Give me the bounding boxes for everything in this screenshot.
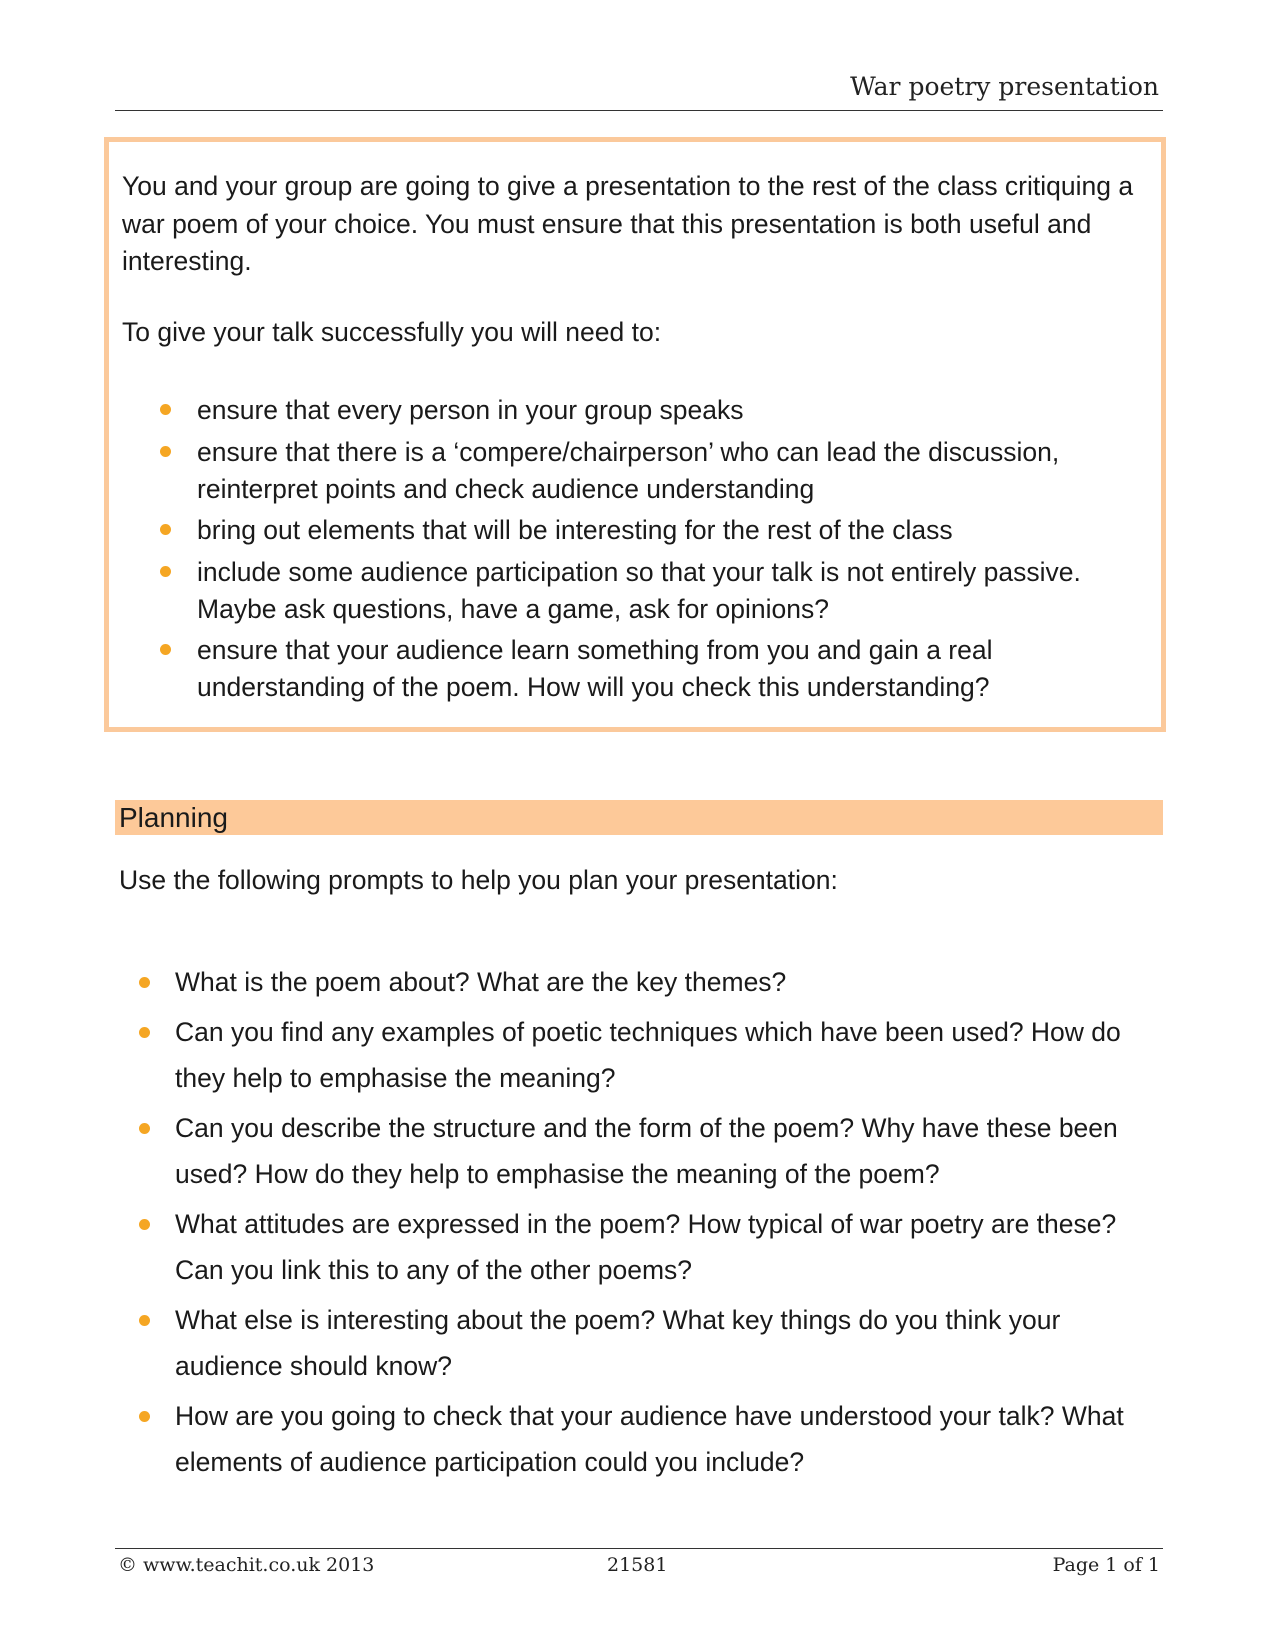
footer-copyright: © www.teachit.co.uk 2013 — [118, 1554, 375, 1576]
intro-paragraph: You and your group are going to give a presentation to the rest of the class critiquing a war poem of your choice. You must ensure that this presentation is both useful and interesting. — [122, 171, 1134, 276]
page-footer — [115, 1548, 1163, 1579]
bullet-dot-icon — [160, 524, 171, 535]
list-item-text: ensure that your audience learn something from you and gain a real understanding of the poem. How will you check this understanding? — [197, 635, 993, 702]
planning-heading-bar — [115, 800, 1163, 835]
bullet-dot-icon — [139, 1027, 150, 1038]
planning-intro: Use the following prompts to help you plan your presentation: — [119, 865, 838, 895]
list-item — [122, 632, 1162, 706]
intro-need-line: To give your talk successfully you will need to: — [122, 317, 662, 347]
list-item-text: ensure that every person in your group speaks — [197, 395, 744, 425]
list-item — [122, 392, 1162, 429]
list-item-text: How are you going to check that your audience have understood your talk? What elements of audience participation could you include? — [175, 1400, 1124, 1477]
bullet-dot-icon — [139, 977, 150, 988]
list-item-text: What is the poem about? What are the key themes? — [175, 967, 787, 997]
intro-bullet-list — [122, 392, 1162, 711]
page-header — [115, 68, 1163, 111]
list-item — [119, 1393, 1169, 1486]
bullet-dot-icon — [139, 1411, 150, 1422]
planning-bullet-list — [119, 959, 1169, 1489]
list-item — [119, 1105, 1169, 1198]
bullet-dot-icon — [139, 1315, 150, 1326]
bullet-dot-icon — [139, 1123, 150, 1134]
footer-page-number: Page 1 of 1 — [1052, 1554, 1160, 1576]
intro-box — [104, 137, 1166, 732]
bullet-dot-icon — [160, 644, 171, 655]
list-item — [119, 1009, 1169, 1102]
list-item — [119, 1201, 1169, 1294]
list-item-text: bring out elements that will be interesting for the rest of the class — [197, 515, 953, 545]
page-title: War poetry presentation — [850, 72, 1159, 101]
list-item-text: Can you describe the structure and the form of the poem? Why have these been used? How do they help to emphasise the meaning of the poem? — [175, 1112, 1118, 1189]
footer-resource-code: 21581 — [607, 1554, 668, 1576]
list-item-text: include some audience participation so that your talk is not entirely passive. Maybe ask questions, have a game, ask for opinions? — [197, 556, 1081, 624]
bullet-dot-icon — [160, 446, 171, 457]
bullet-dot-icon — [139, 1219, 150, 1230]
list-item — [122, 554, 1162, 628]
list-item — [119, 1297, 1169, 1390]
list-item-text: ensure that there is a ‘compere/chairperson’ who can lead the discussion, reinterpret points and check audience understanding — [197, 436, 1060, 504]
planning-heading: Planning — [119, 802, 228, 833]
list-item-text: What attitudes are expressed in the poem? How typical of war poetry are these? Can you link this to any of the other poems? — [175, 1208, 1117, 1285]
list-item — [122, 434, 1162, 508]
list-item-text: Can you find any examples of poetic techniques which have been used? How do they help to emphasise the meaning? — [175, 1016, 1121, 1093]
bullet-dot-icon — [160, 404, 171, 415]
bullet-dot-icon — [160, 566, 171, 577]
list-item — [122, 512, 1162, 549]
list-item-text: What else is interesting about the poem? What key things do you think your audience should know? — [175, 1304, 1061, 1381]
list-item — [119, 959, 1169, 1006]
